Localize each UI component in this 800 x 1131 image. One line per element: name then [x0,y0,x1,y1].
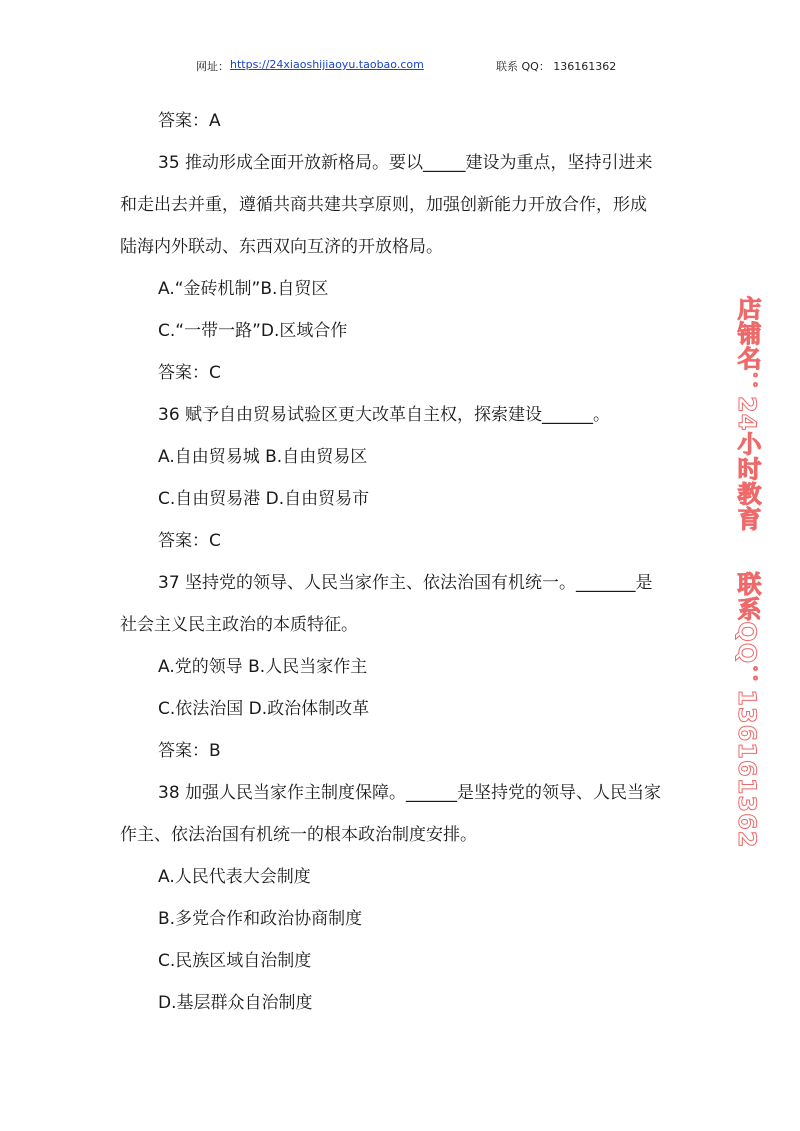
document-body [120,100,685,1024]
site-label: 网址： [196,60,229,73]
options-35-ab: A.“金砖机制”B.自贸区 [158,279,329,299]
question-35-line-1: 35 推动形成全面开放新格局。要以_____建设为重点，坚持引进来 [158,153,653,173]
question-37-line-2: 社会主义民主政治的本质特征。 [120,615,358,635]
answer-34: 答案：A [158,111,221,131]
question-38-line-1: 38 加强人民当家作主制度保障。______是坚持党的领导、人民当家 [158,783,662,803]
contact-qq: 联系 QQ： 136161362 [496,60,617,73]
option-38-b: B.多党合作和政治协商制度 [158,909,363,929]
options-36-ab: A.自由贸易城 B.自由贸易区 [158,447,368,467]
options-35-cd: C.“一带一路”D.区域合作 [158,321,348,341]
options-36-cd: C.自由贸易港 D.自由贸易市 [158,489,370,509]
option-38-a: A.人民代表大会制度 [158,867,311,887]
watermark-qq: 联系QQ：136161362 [733,571,761,849]
question-35-line-2: 和走出去并重，遵循共商共建共享原则，加强创新能力开放合作，形成 [120,195,647,215]
options-37-cd: C.依法治国 D.政治体制改革 [158,699,370,719]
answer-35: 答案：C [158,363,221,383]
option-38-c: C.民族区域自治制度 [158,951,312,971]
question-36: 36 赋予自由贸易试验区更大改革自主权，探索建设______。 [158,405,611,425]
watermark-shop: 店铺名：24小时教育 [733,296,761,532]
option-38-d: D.基层群众自治制度 [158,993,313,1013]
page-header [0,58,800,76]
question-35-line-3: 陆海内外联动、东西双向互济的开放格局。 [120,237,443,257]
options-37-ab: A.党的领导 B.人民当家作主 [158,657,368,677]
question-37-line-1: 37 坚持党的领导、人民当家作主、依法治国有机统一。_______是 [158,573,653,593]
answer-36: 答案：C [158,531,221,551]
answer-37: 答案：B [158,741,221,761]
shop-watermark [732,296,762,849]
question-38-line-2: 作主、依法治国有机统一的根本政治制度安排。 [120,825,477,845]
site-link[interactable]: https://24xiaoshijiaoyu.taobao.com [230,58,424,71]
